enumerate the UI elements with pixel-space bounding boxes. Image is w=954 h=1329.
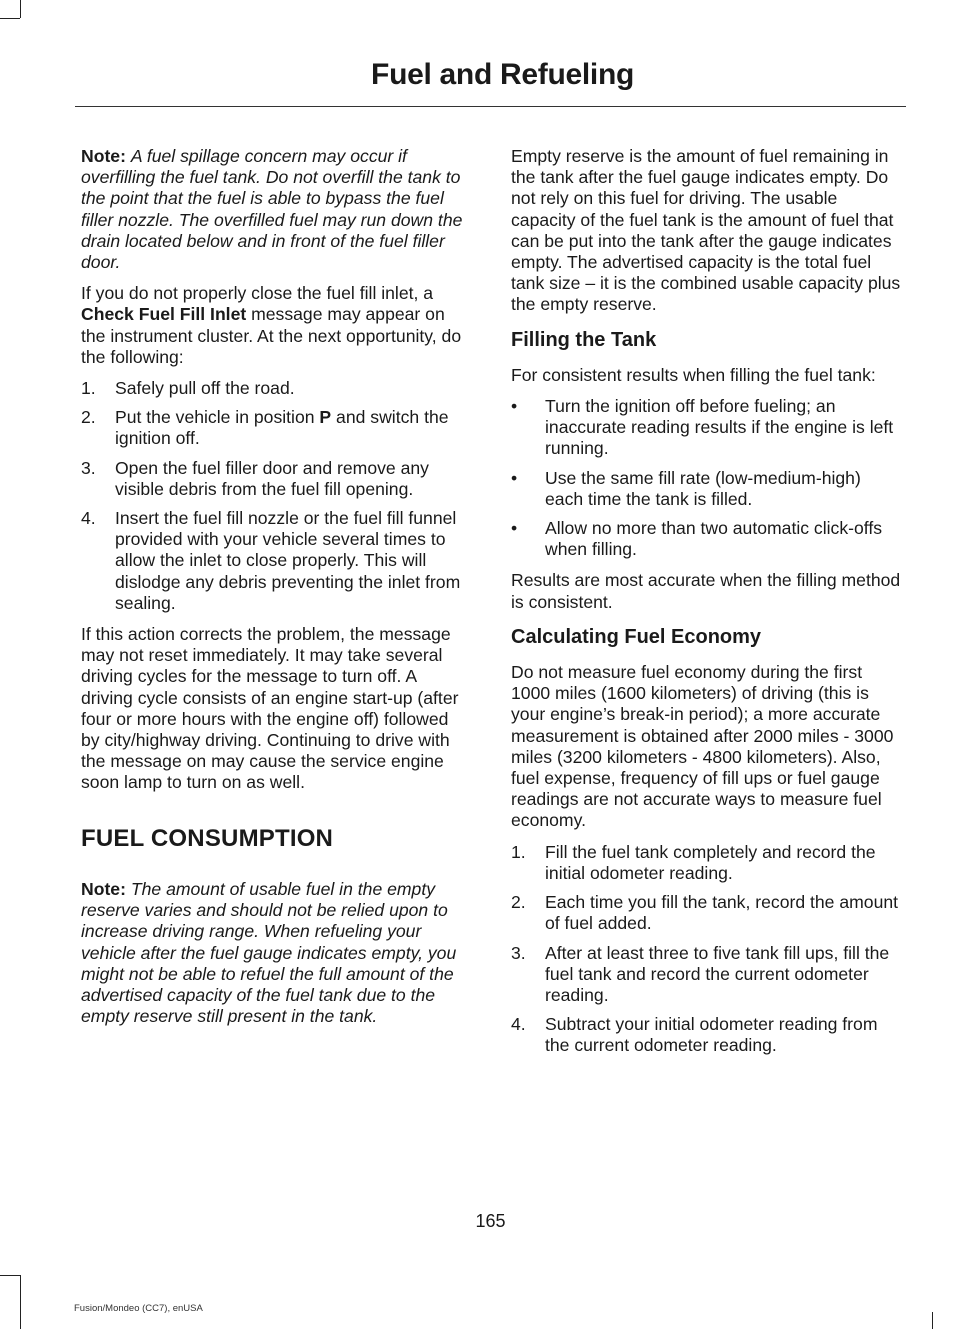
step-text: Safely pull off the road.: [115, 378, 295, 399]
note-text: A fuel spillage concern may occur if overfilling the fuel tank. Do not overfill the tank to the point that the fuel is able to bypass the fuel filler nozzle. The overfilled fuel may run down the drain located below and in front of the fuel filler door.: [81, 146, 463, 273]
list-item: [511, 518, 903, 560]
crop-mark: [20, 0, 21, 18]
step-text: Put the vehicle in position: [115, 407, 320, 428]
paragraph-text: message may appear on the instrument cluster. At the next opportunity, do the following:: [81, 304, 462, 367]
fuel-inlet-steps: [81, 378, 471, 614]
paragraph-accuracy: Results are most accurate when the filling method is consistent.: [511, 570, 901, 612]
step-text: Insert the fuel fill nozzle or the fuel fill funnel provided with your vehicle several times to allow the inlet to close properly. This will dislodge any debris preventing the inlet from sealing.: [115, 508, 461, 613]
list-item: [81, 458, 471, 500]
step-number: 3.: [81, 457, 96, 478]
subheading-fuel-economy: Calculating Fuel Economy: [511, 625, 762, 648]
step-text: Each time you fill the tank, record the amount of fuel added.: [545, 892, 899, 934]
note-label: Note:: [81, 878, 126, 899]
list-item: [81, 407, 471, 449]
crop-mark: [0, 1275, 20, 1276]
page-title: Fuel and Refueling: [371, 58, 634, 91]
list-item: [81, 378, 471, 399]
crop-mark: [0, 18, 20, 19]
paragraph-text: If you do not properly close the fuel fill inlet, a: [81, 283, 434, 304]
fuel-economy-steps: [511, 842, 903, 1057]
crop-mark: [20, 1275, 21, 1329]
right-column: [511, 146, 903, 1067]
section-heading: FUEL CONSUMPTION: [81, 824, 334, 852]
list-item: [511, 468, 903, 510]
list-item: [511, 842, 903, 884]
list-item: [511, 892, 903, 934]
crop-mark: [932, 1312, 933, 1329]
note-text: The amount of usable fuel in the empty reserve varies and should not be relied upon to increase driving range. When refueling your vehicle after the fuel gauge indicates empty, you might not be able to refuel the full amount of the advertised capacity of the fuel tank due to the empty reserve still present in the tank.: [81, 878, 457, 1027]
bullet-text: Turn the ignition off before fueling; an inaccurate reading results if the engine is left running.: [545, 396, 894, 459]
step-number: 1.: [81, 378, 96, 399]
step-text: Fill the fuel tank completely and record the initial odometer reading.: [545, 841, 876, 883]
list-item: [511, 943, 903, 1007]
bullet-icon: •: [511, 467, 518, 488]
step-number: 3.: [511, 942, 526, 963]
note-empty-reserve: [81, 879, 471, 1027]
step-number: 4.: [511, 1014, 526, 1035]
paragraph-fuel-economy: Do not measure fuel economy during the first 1000 miles (1600 kilometers) of driving (this is your engine’s break-in period); a more accurate measurement is obtained after 2000 miles - 3000 miles (3200 kilometers - 4800 kilometers). Also, fuel expense, frequency of fill ups or fuel gauge readings are not accurate ways to measure fuel economy.: [511, 662, 894, 831]
list-item: [511, 396, 903, 460]
step-number: 2.: [81, 407, 96, 428]
note-overfill: [81, 146, 471, 273]
step-text: Subtract your initial odometer reading from the current odometer reading.: [545, 1014, 878, 1056]
message-name: Check Fuel Fill Inlet: [81, 304, 247, 325]
filling-tips-list: [511, 396, 903, 560]
left-column: [81, 146, 471, 1037]
step-number: 4.: [81, 508, 96, 529]
list-item: [81, 508, 471, 614]
step-number: 2.: [511, 892, 526, 913]
bullet-icon: •: [511, 396, 518, 417]
note-label: Note:: [81, 146, 126, 166]
bullet-text: Allow no more than two automatic click-offs when filling.: [545, 518, 883, 560]
paragraph-consistent-results: For consistent results when filling the fuel tank:: [511, 364, 876, 385]
subheading-filling-tank: Filling the Tank: [511, 328, 657, 351]
step-number: 1.: [511, 841, 526, 862]
page-number: 165: [475, 1211, 506, 1231]
paragraph-driving-cycle: If this action corrects the problem, the message may not reset immediately. It may take several driving cycles for the message to turn off. A driving cycle consists of an engine start-up (after four or more hours with the engine off) followed by city/highway driving. Continuing to drive with the message on may cause the service engine soon lamp to turn on as well.: [81, 624, 459, 793]
paragraph-fuel-inlet: [81, 283, 471, 368]
title-divider: [75, 106, 906, 107]
step-text: After at least three to five tank fill ups, fill the fuel tank and record the current odometer reading.: [545, 942, 890, 1005]
step-text: and switch the ignition off.: [115, 407, 449, 449]
step-text: Open the fuel filler door and remove any visible debris from the fuel fill opening.: [115, 457, 429, 499]
bullet-text: Use the same fill rate (low-medium-high) each time the tank is filled.: [545, 467, 861, 509]
bullet-icon: •: [511, 518, 518, 539]
list-item: [511, 1014, 903, 1056]
paragraph-empty-reserve: Empty reserve is the amount of fuel remaining in the tank after the fuel gauge indicates empty. Do not rely on this fuel for driving. The usable capacity of the fuel tank is the amount of fuel that can be put into the tank after the gauge indicates empty. The advertised capacity is the total fuel tank size – it is the combined usable capacity plus the empty reserve.: [511, 146, 901, 315]
footer-model-code: Fusion/Mondeo (CC7), enUSA: [74, 1303, 203, 1314]
gear-position: P: [319, 407, 332, 428]
